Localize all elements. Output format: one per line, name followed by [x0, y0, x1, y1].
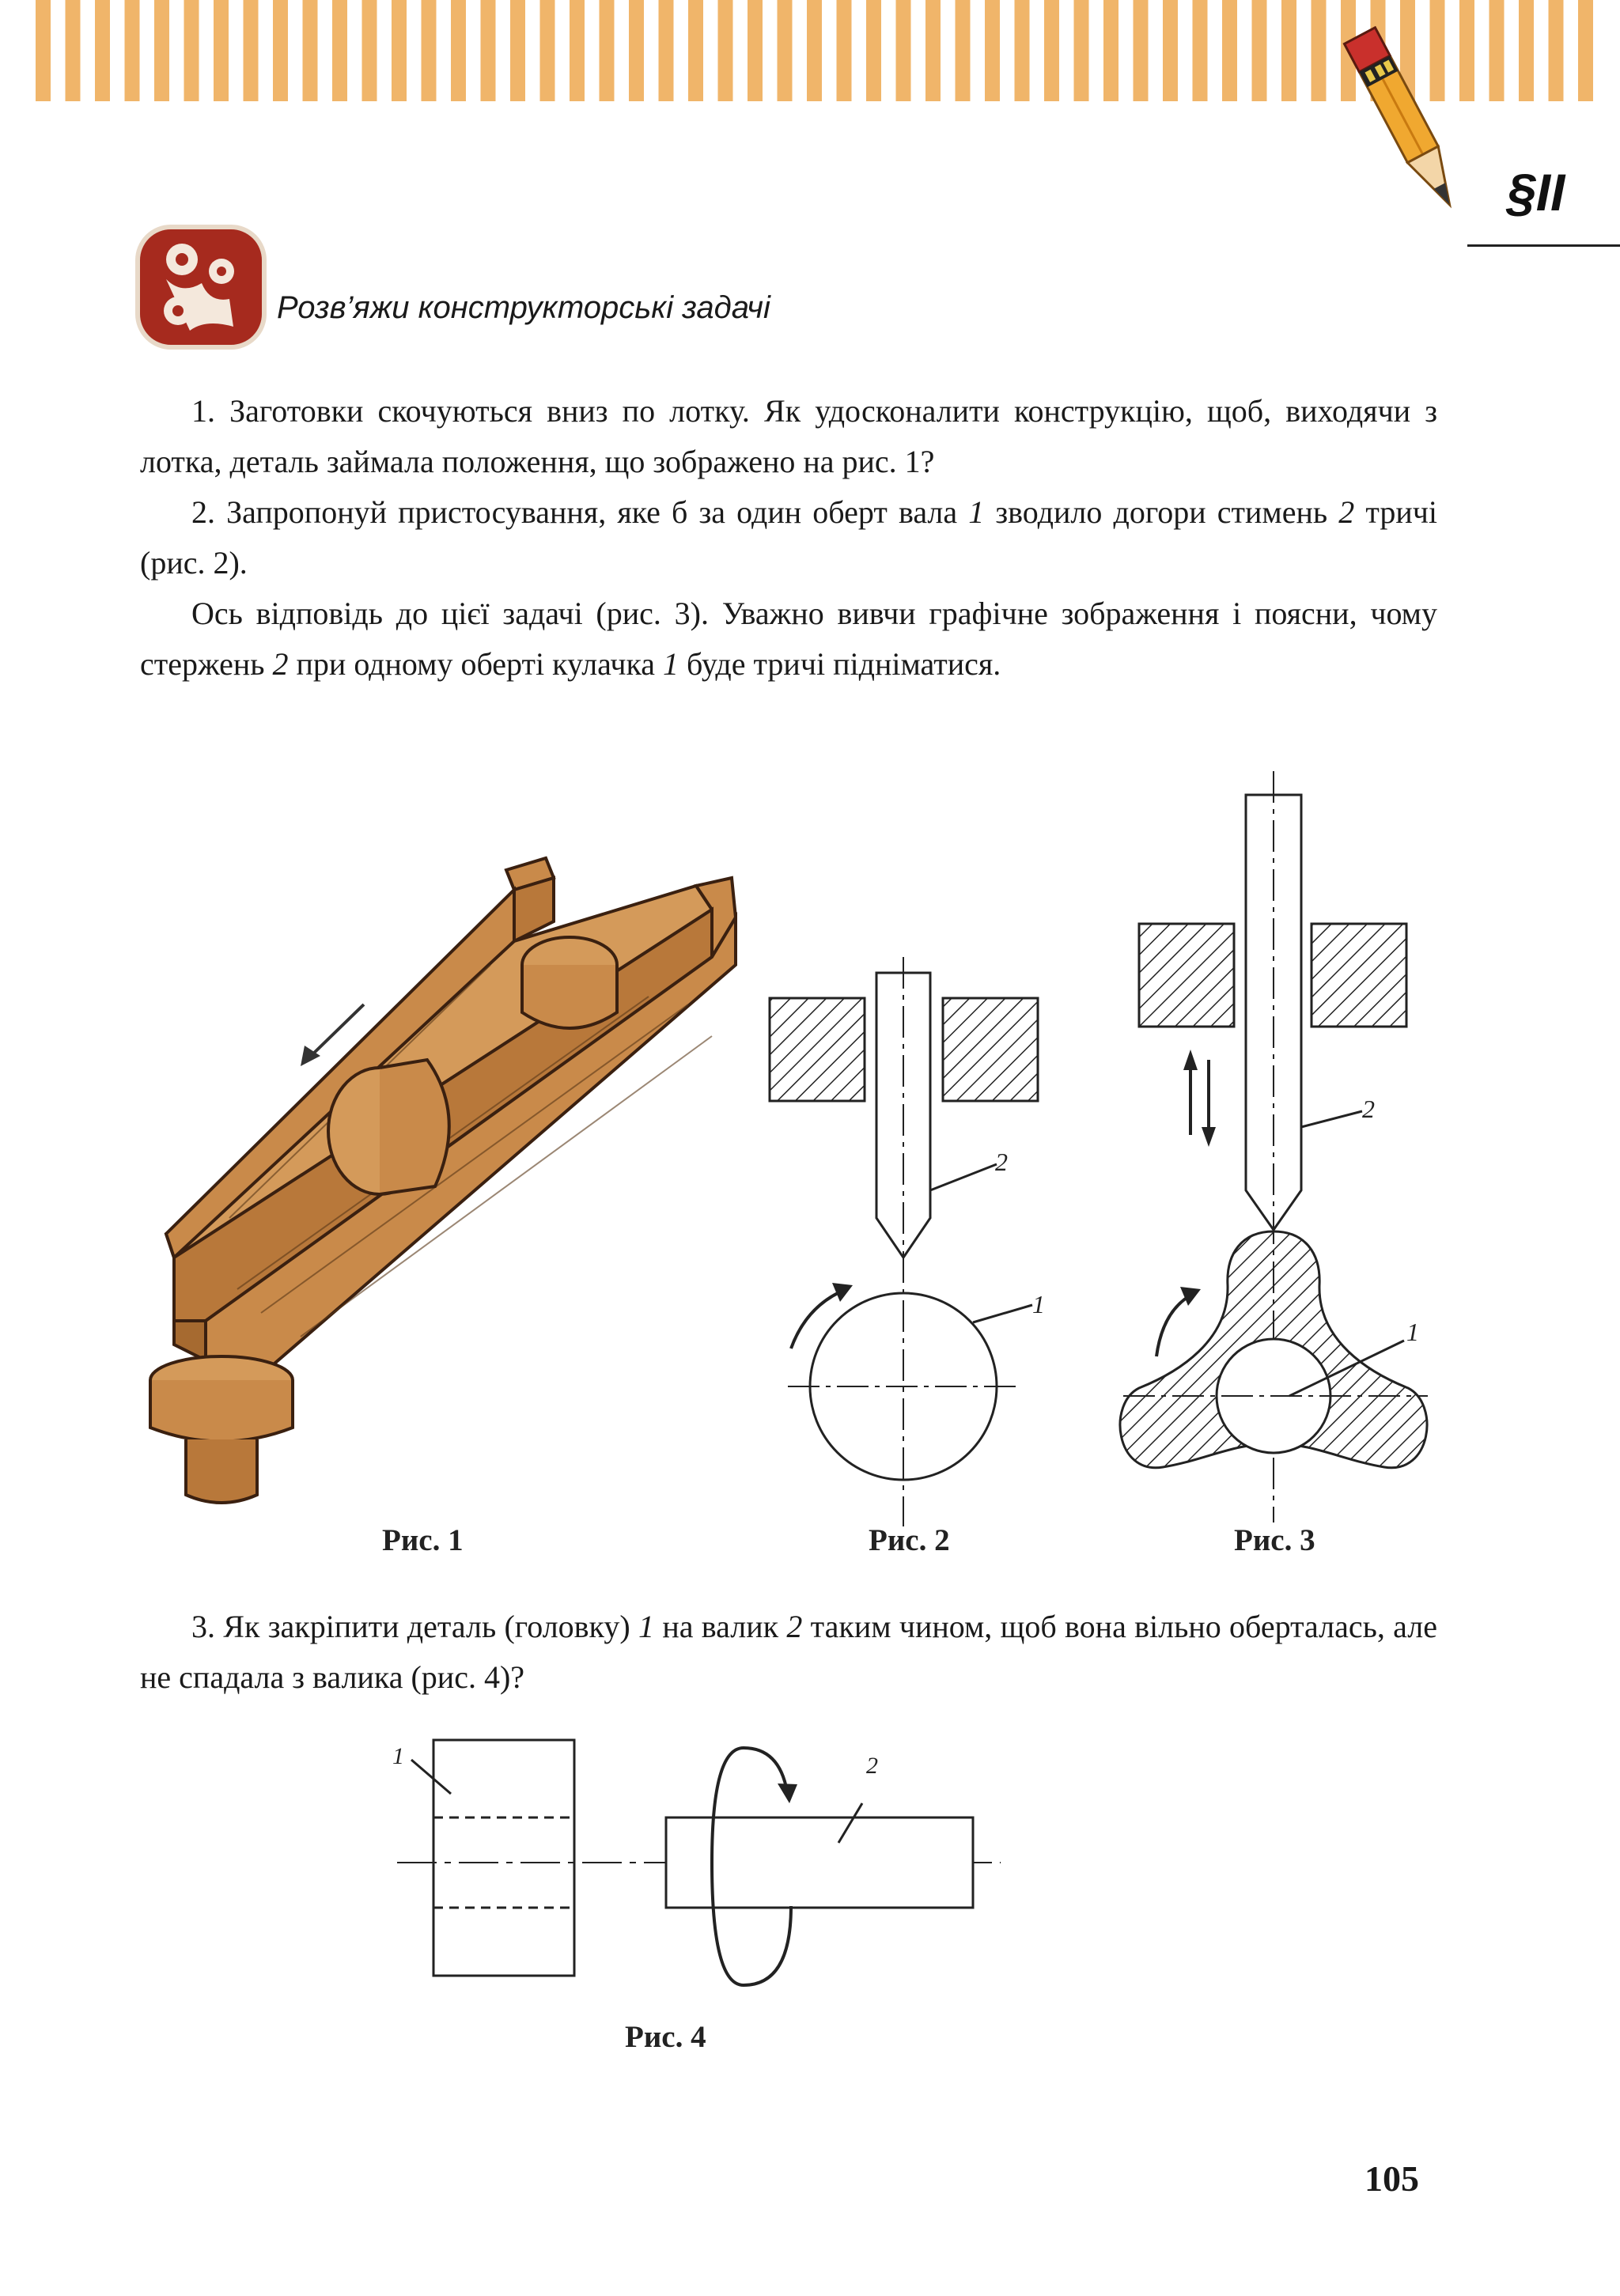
task-1-paragraph: 1. Заготовки скочуються вниз по лотку. Як удосконалити конструкцію, щоб, виходячи з лотка, деталь займала положення, що зображено на рис. 1? — [140, 393, 1437, 479]
text-span: тричі (рис. 2). — [140, 494, 1437, 581]
text-span: таким чином, щоб вона вільно оберталась, але не спадала з валика (рис. 4)? — [140, 1609, 1437, 1695]
ref-number: 1 — [968, 494, 985, 530]
header-stripe — [184, 0, 199, 101]
header-stripe — [600, 0, 615, 101]
section-mark: §II — [1507, 163, 1565, 221]
task-3-paragraph — [140, 1602, 1437, 1703]
header-stripe — [1015, 0, 1030, 101]
ref-number: 2 — [1338, 494, 1355, 530]
text-span: при одному оберті кулачка — [288, 646, 664, 682]
figure-2-shaft-rod — [759, 957, 1052, 1526]
header-stripe — [481, 0, 496, 101]
text-span: на валик — [654, 1609, 787, 1644]
label-2: 2 — [866, 1753, 878, 1779]
header-stripe — [303, 0, 318, 101]
ref-number: 2 — [272, 646, 289, 682]
task-2-paragraph — [140, 487, 1437, 588]
header-stripe — [1489, 0, 1505, 101]
header-stripe — [451, 0, 466, 101]
header-stripe — [392, 0, 407, 101]
header-stripe — [214, 0, 229, 101]
header-stripe — [985, 0, 1000, 101]
label-1: 1 — [392, 1743, 404, 1769]
header-stripe — [1193, 0, 1208, 101]
task-3-text — [140, 1602, 1437, 1703]
label-1: 1 — [1406, 1318, 1419, 1346]
header-stripe — [925, 0, 941, 101]
header-stripe — [1578, 0, 1593, 101]
page-number: 105 — [1365, 2158, 1419, 2199]
label-1: 1 — [1032, 1290, 1045, 1318]
header-stripe — [1519, 0, 1534, 101]
header-stripe — [1074, 0, 1089, 101]
header-stripe — [540, 0, 555, 101]
header-stripe — [36, 0, 51, 101]
header-stripe — [688, 0, 703, 101]
header-stripe — [1281, 0, 1296, 101]
header-stripe — [510, 0, 525, 101]
section-rule — [1467, 244, 1620, 247]
header-stripe — [807, 0, 822, 101]
header-stripe — [748, 0, 763, 101]
answer-paragraph — [140, 588, 1437, 690]
label-2: 2 — [995, 1148, 1008, 1176]
figure-1-chute — [142, 846, 744, 1526]
header-stripe — [95, 0, 110, 101]
ref-number: 1 — [663, 646, 679, 682]
header-stripe — [1044, 0, 1059, 101]
header-stripe — [273, 0, 288, 101]
label-2: 2 — [1362, 1095, 1375, 1123]
header-stripe — [896, 0, 911, 101]
header-stripe — [778, 0, 793, 101]
ref-number: 2 — [786, 1609, 803, 1644]
text-span: буде тричі підніматися. — [679, 646, 1001, 682]
header-stripe — [1549, 0, 1564, 101]
section-heading: Розв’яжи конструкторські задачі — [277, 290, 770, 325]
header-stripe — [362, 0, 377, 101]
puzzle-badge-icon — [134, 224, 267, 350]
tasks-text — [140, 386, 1437, 690]
header-stripe — [1103, 0, 1118, 101]
header-stripe — [1312, 0, 1327, 101]
header-stripe — [659, 0, 674, 101]
header-stripe — [570, 0, 585, 101]
figure-1-caption: Рис. 1 — [382, 1523, 464, 1557]
header-stripe — [1252, 0, 1267, 101]
text-span: 3. Як закріпити деталь (головку) — [191, 1609, 639, 1644]
header-stripe — [154, 0, 169, 101]
ref-number: 1 — [638, 1609, 655, 1644]
header-stripe — [244, 0, 259, 101]
text-span: Ось відповідь до цієї задачі (рис. 3). Уважно вивчи графічне зображення і поясни, чому стержень — [140, 596, 1437, 682]
header-stripe — [718, 0, 733, 101]
text-span: 2. Запропонуй пристосування, яке б за один оберт вала — [191, 494, 969, 530]
figure-4-caption: Рис. 4 — [625, 2020, 706, 2054]
header-stripe — [866, 0, 881, 101]
text-span: зводило догори стимень — [984, 494, 1339, 530]
header-stripe — [837, 0, 852, 101]
header-stripe — [1134, 0, 1149, 101]
figure-4-head-shaft — [380, 1724, 1012, 2009]
figure-2-caption: Рис. 2 — [869, 1523, 950, 1557]
pencil-icon — [1329, 8, 1487, 245]
header-stripe — [332, 0, 347, 101]
figure-3-caption: Рис. 3 — [1234, 1523, 1315, 1557]
header-stripe — [66, 0, 81, 101]
header-stripe — [422, 0, 437, 101]
header-stripe — [629, 0, 644, 101]
header-stripe — [1222, 0, 1237, 101]
figure-3-cam — [1107, 771, 1440, 1522]
header-stripe — [956, 0, 971, 101]
header-stripe — [1163, 0, 1178, 101]
header-stripe — [125, 0, 140, 101]
